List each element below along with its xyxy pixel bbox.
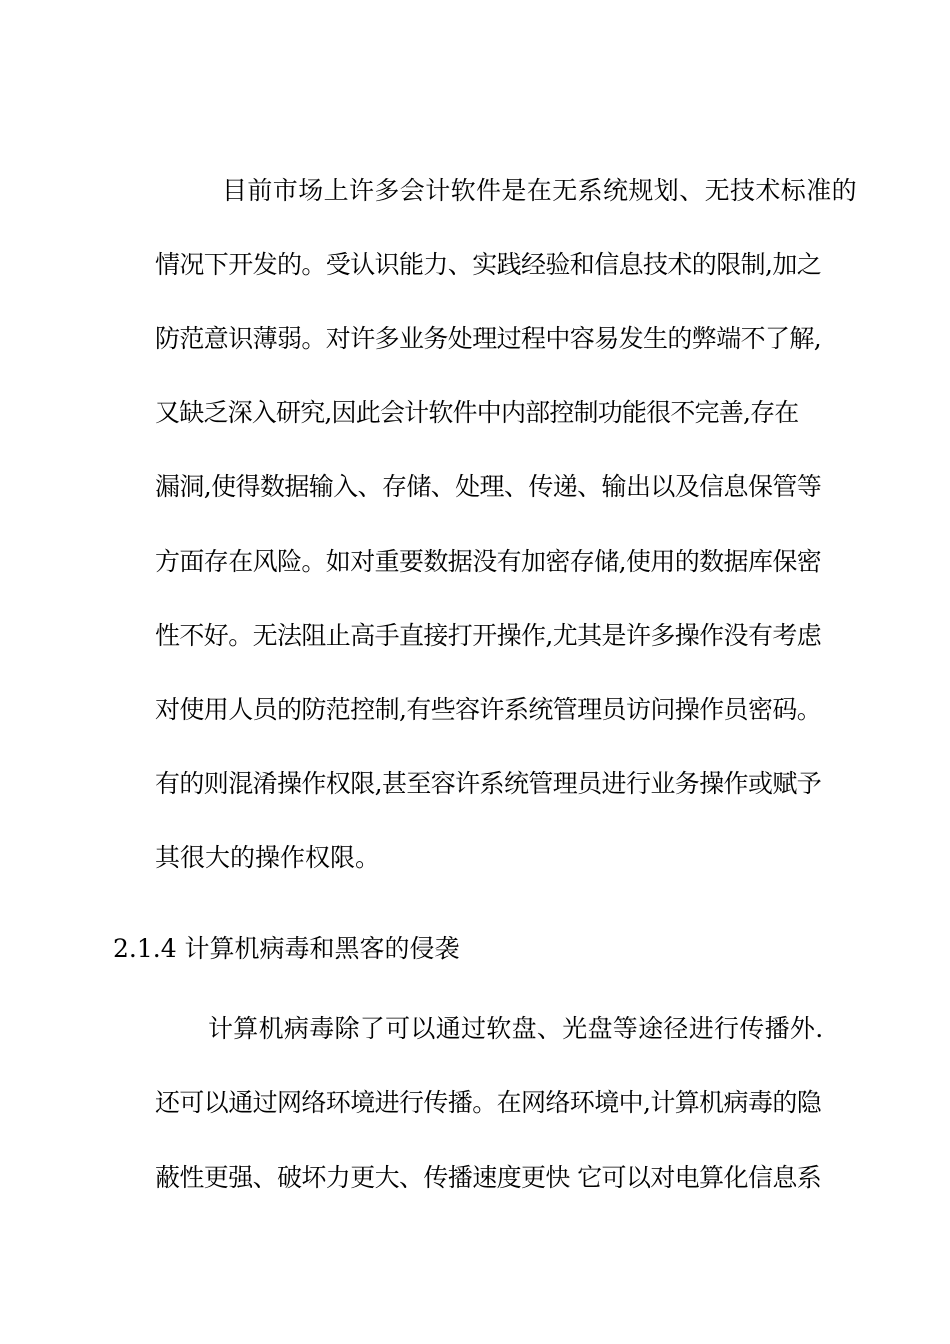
- paragraph-1-line-3: 防范意识薄弱。对许多业务处理过程中容易发生的弊端不了解,: [155, 324, 822, 353]
- section-heading: 2.1.4 计算机病毒和黑客的侵袭: [113, 934, 460, 963]
- paragraph-1-line-7: 性不好。无法阻止高手直接打开操作,尤其是许多操作没有考虑: [155, 621, 822, 650]
- paragraph-1-line-5: 漏洞,使得数据输入、存储、处理、传递、输出以及信息保管等: [155, 472, 822, 501]
- paragraph-2-line-3: 蔽性更强、破坏力更大、传播速度更快 它可以对电算化信息系: [155, 1163, 822, 1192]
- paragraph-1-line-1: 目前市场上许多会计软件是在无系统规划、无技术标准的: [222, 176, 858, 205]
- paragraph-1-line-9: 有的则混淆操作权限,甚至容许系统管理员进行业务操作或赋予: [155, 769, 822, 798]
- paragraph-1-line-10: 其很大的操作权限。: [155, 843, 381, 872]
- paragraph-2-line-2: 还可以通过网络环境进行传播。在网络环境中,计算机病毒的隐: [155, 1088, 822, 1117]
- paragraph-1-line-4: 又缺乏深入研究,因此会计软件中内部控制功能很不完善,存在: [155, 398, 799, 427]
- paragraph-1-line-2: 情况下开发的。受认识能力、实践经验和信息技术的限制,加之: [155, 250, 822, 279]
- paragraph-2-line-1: 计算机病毒除了可以通过软盘、光盘等途径进行传播外.: [208, 1014, 824, 1043]
- paragraph-1-line-8: 对使用人员的防范控制,有些容许系统管理员访问操作员密码。: [155, 695, 822, 724]
- paragraph-1-line-6: 方面存在风险。如对重要数据没有加密存储,使用的数据库保密: [155, 547, 822, 576]
